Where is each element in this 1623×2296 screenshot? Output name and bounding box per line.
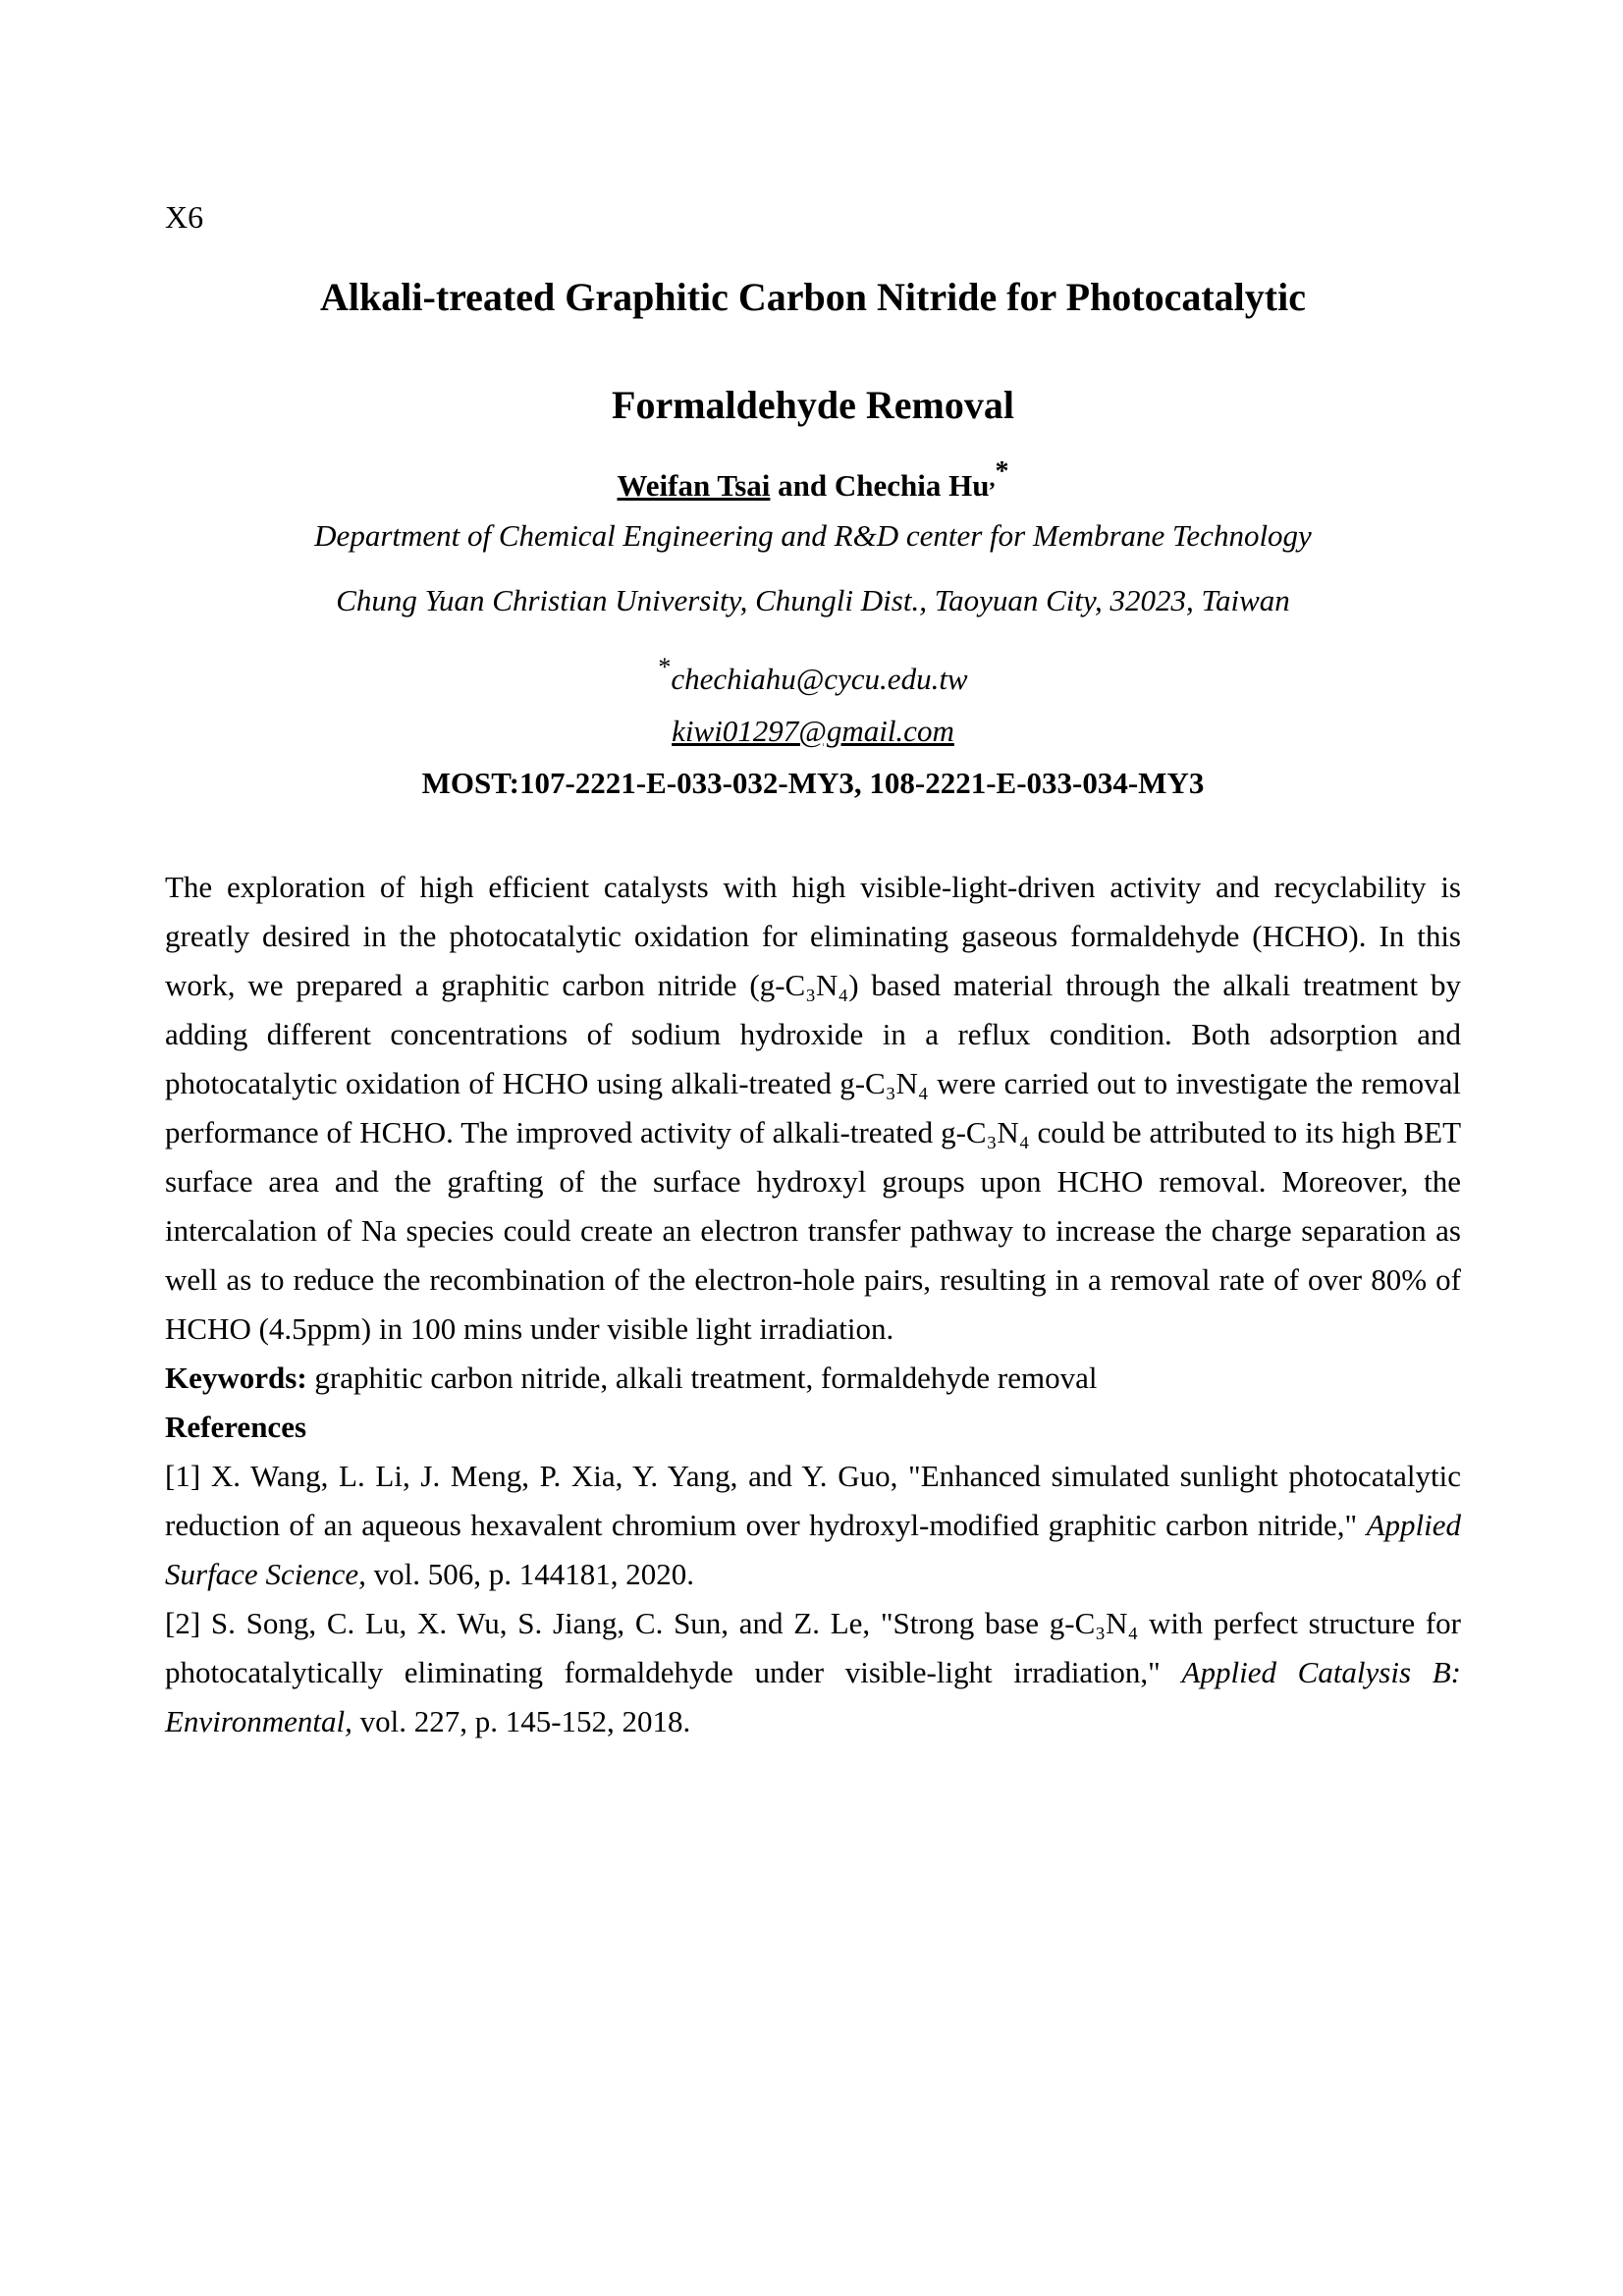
email-asterisk: * bbox=[658, 653, 672, 681]
reference-item-2 bbox=[165, 1599, 1461, 1746]
affiliation-department: Department of Chemical Engineering and R&D center for Membrane Technology bbox=[314, 518, 1312, 553]
keywords-text: graphitic carbon nitride, alkali treatment, formaldehyde removal bbox=[306, 1361, 1098, 1395]
reference-1-journal: Applied Surface Science, bbox=[165, 1508, 1461, 1591]
grant-number-line: MOST:107-2221-E-033-032-MY3, 108-2221-E-033-034-MY3 bbox=[421, 766, 1205, 800]
reference-1-tail: vol. 506, p. 144181, 2020. bbox=[365, 1557, 694, 1591]
authors-connector: and bbox=[770, 468, 835, 503]
reference-2-journal: Applied Catalysis B: Environmental, bbox=[165, 1655, 1462, 1738]
corresponding-email-line bbox=[165, 650, 1461, 697]
author-name-corresponding: Chechia Hu bbox=[834, 468, 990, 503]
authors-line bbox=[165, 454, 1461, 505]
page-label: X6 bbox=[165, 199, 204, 235]
paper-title-line-1: Alkali-treated Graphitic Carbon Nitride for Photocatalytic bbox=[320, 275, 1306, 319]
reference-2-text: [2] S. Song, C. Lu, X. Wu, S. Jiang, C. Sun, and Z. Le, "Strong base g-C₃N₄ with perfect structure for photocatalytically eliminating formaldehyde under visible-light irradiation," bbox=[165, 1606, 1461, 1689]
corresponding-email: chechiahu@cycu.edu.tw bbox=[671, 662, 968, 696]
author-name-first: Weifan Tsai bbox=[617, 468, 771, 503]
affiliation-university: Chung Yuan Christian University, Chungli Dist., Taoyuan City, 32023, Taiwan bbox=[336, 583, 1290, 617]
references-heading: References bbox=[165, 1410, 307, 1444]
author-suffix: , bbox=[989, 466, 996, 492]
reference-item-1 bbox=[165, 1452, 1461, 1599]
secondary-email-line bbox=[165, 714, 1461, 749]
keywords-label: Keywords: bbox=[165, 1361, 307, 1395]
reference-2-tail: vol. 227, p. 145-152, 2018. bbox=[352, 1704, 691, 1738]
reference-1-text: [1] X. Wang, L. Li, J. Meng, P. Xia, Y. Yang, and Y. Guo, "Enhanced simulated sunlight photocatalytic reduction of an aqueous hexavalent chromium over hydroxyl-modified graphitic carbon nitride," bbox=[165, 1459, 1461, 1542]
keywords-line bbox=[165, 1354, 1461, 1403]
paper-title-line-2: Formaldehyde Removal bbox=[612, 383, 1014, 427]
secondary-email-link[interactable]: kiwi01297@gmail.com bbox=[672, 714, 954, 748]
corresponding-author-asterisk: * bbox=[995, 456, 1009, 487]
abstract-paragraph: The exploration of high efficient catalysts with high visible-light-driven activity and recyclability is greatly desired in the photocatalytic oxidation for eliminating gaseous formaldehyde (HCHO). In this work, we prepared a graphitic carbon nitride (g-C₃N₄) based material through the alkali treatment by adding different concentrations of sodium hydroxide in a reflux condition. Both adsorption and photocatalytic oxidation of HCHO using alkali-treated g-C₃N₄ were carried out to investigate the removal performance of HCHO. The improved activity of alkali-treated g-C₃N₄ could be attributed to its high BET surface area and the grafting of the surface hydroxyl groups upon HCHO removal. Moreover, the intercalation of Na species could create an electron transfer pathway to increase the charge separation as well as to reduce the recombination of the electron-hole pairs, resulting in a removal rate of over 80% of HCHO (4.5ppm) in 100 mins under visible light irradiation. bbox=[165, 870, 1461, 1346]
